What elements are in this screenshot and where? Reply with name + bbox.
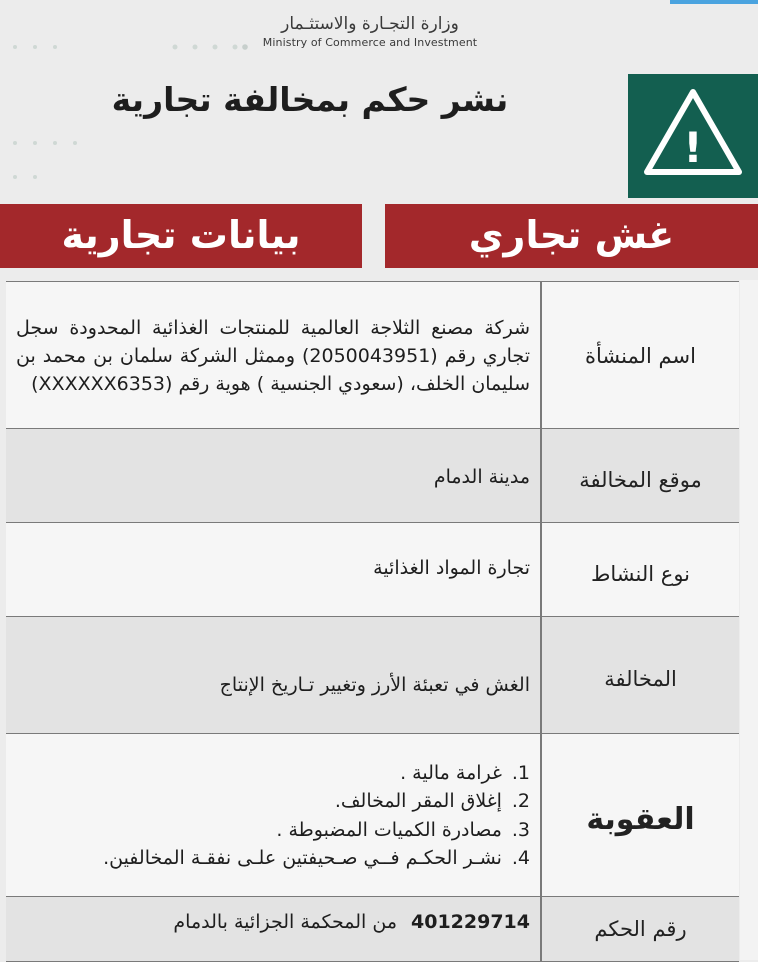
- right-margin-strip: [740, 280, 758, 960]
- label-establishment: اسم المنشأة: [585, 343, 696, 368]
- value-activity: تجارة المواد الغذائية: [373, 557, 530, 579]
- row-penalty: [6, 733, 739, 897]
- ruling-number: 401229714: [411, 911, 530, 933]
- penalty-item: 4. نشـر الحكـم فــي صـحيفتين علـى نفقـة المخالفين.: [103, 847, 530, 869]
- top-accent-line: [670, 0, 758, 4]
- value-penalty: [16, 734, 530, 897]
- warning-triangle-icon: [628, 74, 758, 198]
- warning-panel: [628, 74, 758, 198]
- banner-commercial-fraud: غش تجاري: [385, 204, 758, 268]
- value-violation: الغش في تعبئة الأرز وتغيير تـاريخ الإنتاج: [219, 674, 530, 696]
- ministry-logo-text: [230, 14, 510, 49]
- row-ruling: [6, 896, 739, 962]
- value-location: مدينة الدمام: [433, 466, 530, 488]
- ministry-name-english: Ministry of Commerce and Investment: [262, 36, 478, 49]
- row-location: [6, 428, 739, 523]
- ruling-court: من المحكمة الجزائية بالدمام: [173, 911, 398, 933]
- penalty-item: 3. مصادرة الكميات المضبوطة .: [276, 818, 530, 841]
- label-location: موقع المخالفة: [579, 468, 702, 492]
- label-violation: المخالفة: [604, 666, 677, 691]
- label-ruling: رقم الحكم: [594, 917, 687, 941]
- label-penalty: العقوبة: [586, 802, 695, 837]
- value-ruling: [16, 897, 530, 961]
- label-activity: نوع النشاط: [590, 562, 691, 586]
- row-violation: [6, 616, 739, 734]
- banner-commercial-data: بيانات تجارية: [0, 204, 362, 268]
- page-title: نشر حكم بمخالفة تجارية: [111, 80, 509, 119]
- ministry-name-arabic: وزارة التجـارة والاستثـمار: [281, 14, 459, 34]
- penalty-item: 2. إغلاق المقر المخالف.: [334, 790, 530, 812]
- warning-symbol: !: [683, 123, 703, 172]
- penalty-list: [16, 759, 530, 873]
- row-establishment: [6, 281, 739, 429]
- row-activity: [6, 522, 739, 617]
- penalty-item: 1. غرامة مالية .: [400, 761, 530, 784]
- value-establishment: [16, 282, 530, 429]
- establishment-text: شركة مصنع الثلاجة العالمية للمنتجات الغذائية المحدودة سجل تجاري رقم (2050043951) وممثل الشركة سلمان بن محمد بن سليمان الخلف، (سعودي الجنسية ) هوية رقم (XXXXXX6353): [16, 316, 530, 395]
